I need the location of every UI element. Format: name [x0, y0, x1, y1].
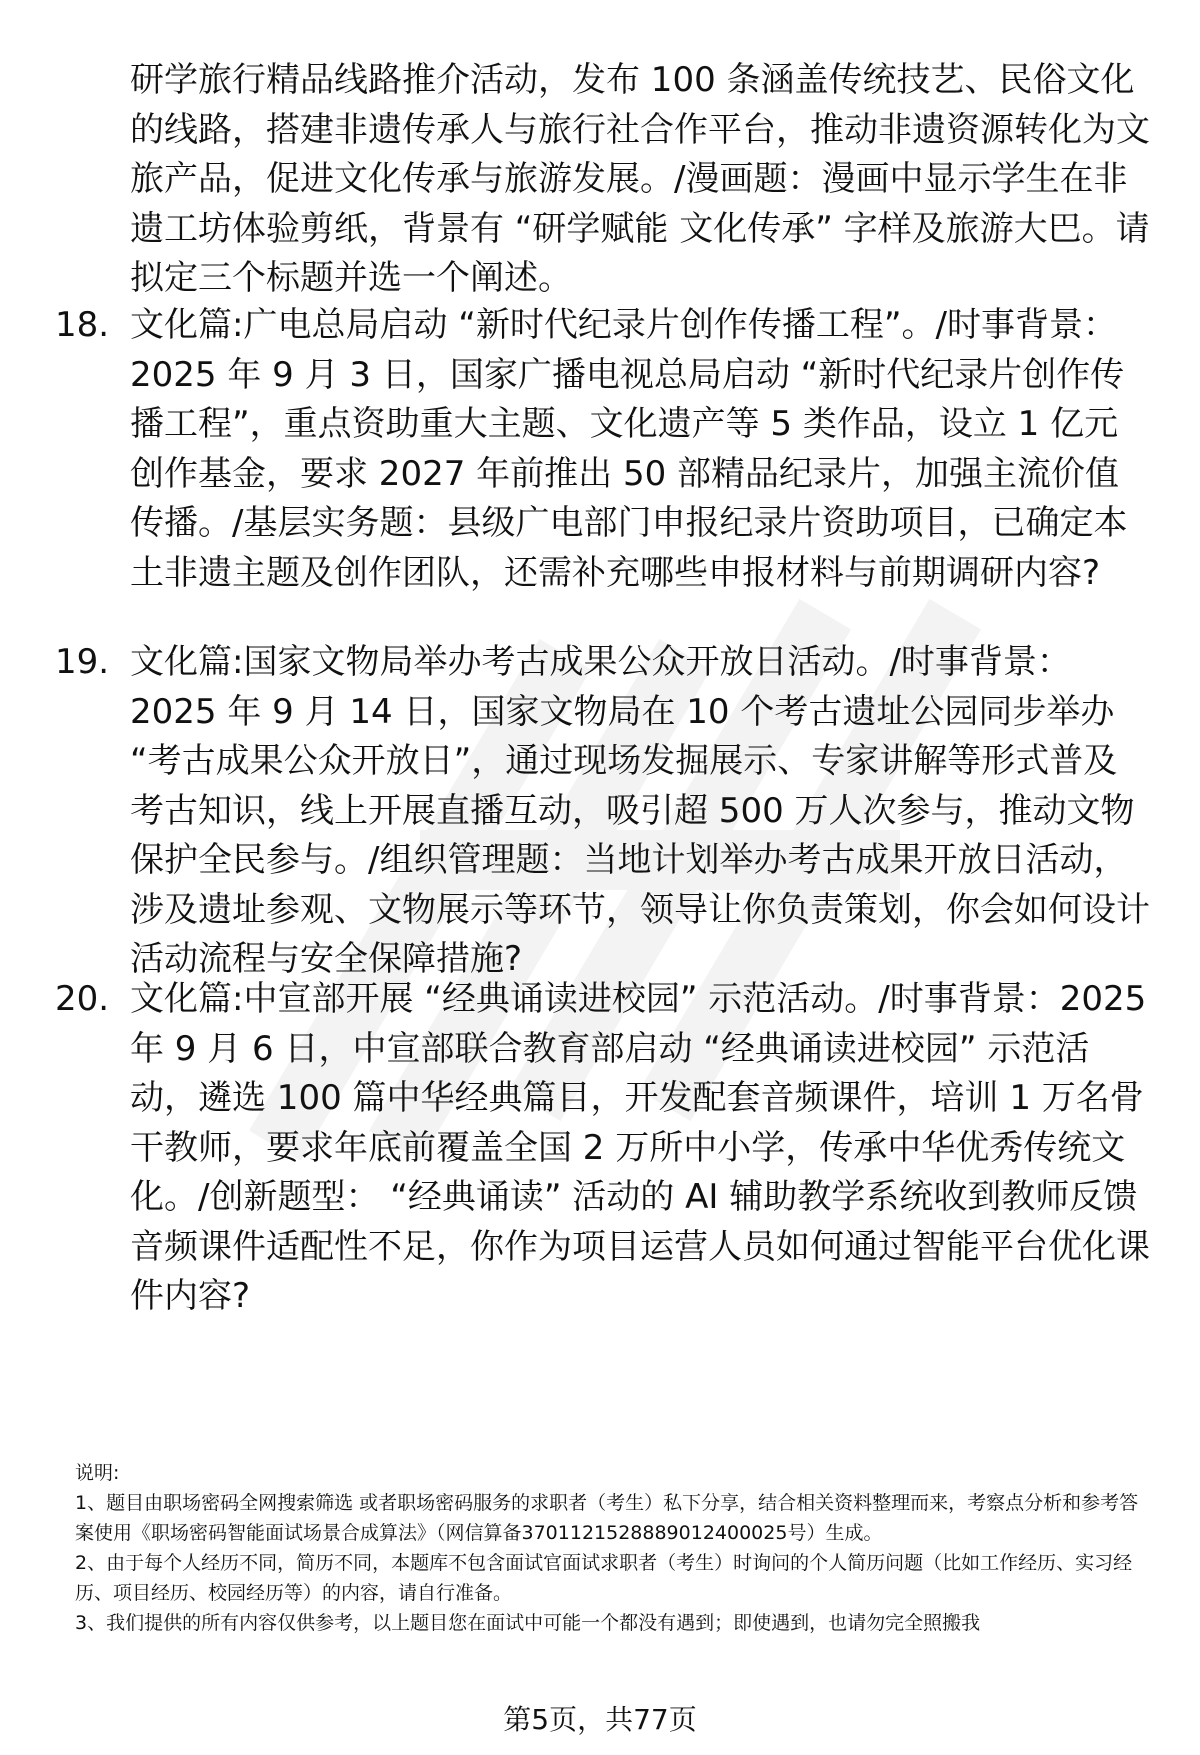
question-number: 19. — [55, 642, 110, 682]
notes-section — [75, 1458, 1155, 1638]
question-text: 文化篇:广电总局启动 “新时代纪录片创作传播工程”。/时事背景：2025 年 9 月 3 日，国家广播电视总局启动 “新时代纪录片创作传播工程”，重点资助重大主题、文化遗产等 5 类作品，设立 1 亿元创作基金，要求 2027 年前推出 50 部精品纪录片，加强主流价值传播。/基层实务题：县级广电部门申报纪录片资助项目，已确定本土非遗主题及创作团队，还需补充哪些申报材料与前期调研内容? — [130, 305, 1128, 593]
question-number: 18. — [55, 305, 110, 345]
question-number: 20. — [55, 979, 110, 1019]
notes-item: 1、题目由职场密码全网搜索筛选 或者职场密码服务的求职者（考生）私下分享，结合相关资料整理而来，考察点分析和参考答案使用《职场密码智能面试场景合成算法》（网信算备3701121528889012400025号）生成。 — [75, 1492, 1139, 1544]
question-text: 文化篇:中宣部开展 “经典诵读进校园” 示范活动。/时事背景：2025 年 9 月 6 日，中宣部联合教育部启动 “经典诵读进校园” 示范活动，遴选 100 篇中华经典篇目，开发配套音频课件，培训 1 万名骨干教师，要求年底前覆盖全国 2 万所中小学，传承中华优秀传统文化。/创新题型： “经典诵读” 活动的 AI 辅助教学系统收到教师反馈音频课件适配性不足，你作为项目运营人员如何通过智能平台优化课件内容? — [130, 979, 1150, 1316]
notes-item: 3、我们提供的所有内容仅供参考，以上题目您在面试中可能一个都没有遇到；即使遇到，也请勿完全照搬我 — [75, 1612, 981, 1634]
notes-heading: 说明: — [75, 1462, 120, 1484]
intro-paragraph: 研学旅行精品线路推介活动，发布 100 条涵盖传统技艺、民俗文化的线路，搭建非遗传承人与旅行社合作平台，推动非遗资源转化为文旅产品，促进文化传承与旅游发展。/漫画题：漫画中显示学生在非遗工坊体验剪纸，背景有 “研学赋能 文化传承” 字样及旅游大巴。请拟定三个标题并选一个阐述。 — [130, 60, 1150, 298]
question-text: 文化篇:国家文物局举办考古成果公众开放日活动。/时事背景：2025 年 9 月 14 日，国家文物局在 10 个考古遗址公园同步举办 “考古成果公众开放日”，通过现场发掘展示、专家讲解等形式普及考古知识，线上开展直播互动，吸引超 500 万人次参与，推动文物保护全民参与。/组织管理题：当地计划举办考古成果开放日活动，涉及遗址参观、文物展示等环节，领导让你负责策划，你会如何设计活动流程与安全保障措施? — [130, 642, 1150, 979]
notes-item: 2、由于每个人经历不同，简历不同，本题库不包含面试官面试求职者（考生）时询问的个人简历问题（比如工作经历、实习经历、项目经历、校园经历等）的内容，请自行准备。 — [75, 1552, 1133, 1604]
page-number: 第5页，共77页 — [503, 1703, 697, 1736]
